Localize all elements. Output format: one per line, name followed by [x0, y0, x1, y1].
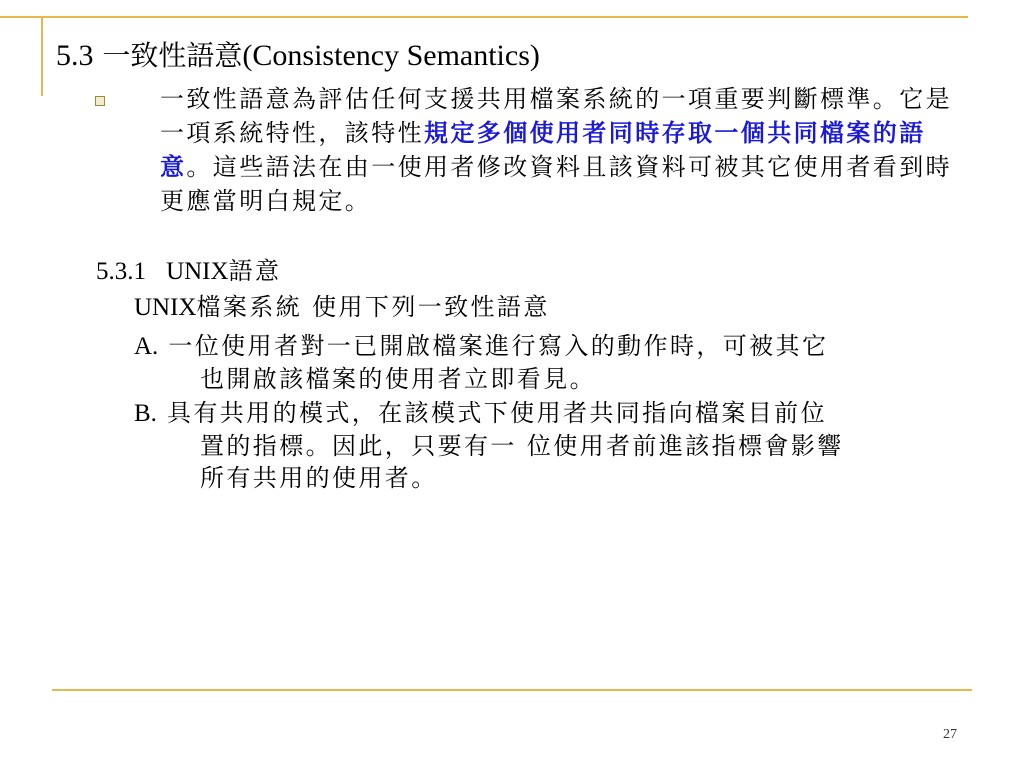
bullet-text-highlight: 規定多個使用者同時存取一個共同檔案的語意: [160, 118, 926, 181]
subsection-intro-latin: UNIX: [134, 294, 197, 321]
list-item-a-line1: 一位使用者對一已開啟檔案進行寫入的動作時，可被其它: [168, 332, 829, 360]
list-item-b-label: B.: [134, 400, 157, 427]
subsection-intro-chinese: 檔案系統 使用下列一致性語意: [196, 293, 550, 321]
top-border-rule: [0, 16, 968, 18]
bullet-text-before: 一致性語意為評估任何支援共用檔案系統的一項重要判斷標準。它是一項系統特性，該特性: [160, 85, 952, 147]
hollow-square-bullet-icon: [95, 96, 105, 106]
list-item-a-line2: 也開啟該檔案的使用者立即看見。: [200, 365, 596, 393]
list-item-b-line1: 具有共用的模式，在該模式下使用者共同指向檔案目前位: [166, 399, 827, 427]
list-item-a-label: A.: [134, 333, 159, 360]
subsection-heading-latin: UNIX: [166, 258, 229, 285]
left-border-rule: [41, 16, 43, 96]
slide-title: [56, 36, 540, 76]
list-item-a: [134, 330, 974, 395]
list-item-b-line2: 置的指標。因此，只要有一 位使用者前進該指標會影響: [200, 432, 844, 460]
subsection-heading: [96, 256, 281, 287]
subsection-heading-chinese: 語意: [228, 257, 282, 285]
bullet-text-after: 。這些語法在由一使用者修改資料且該資料可被其它使用者看到時更應當明白規定。: [160, 153, 953, 215]
title-chinese: 一致性語意: [102, 39, 243, 72]
list-item-b-line3: 所有共用的使用者。: [200, 464, 438, 492]
page-number: 27: [943, 727, 957, 742]
subsection-intro: [134, 292, 550, 323]
title-number: 5.3: [56, 39, 94, 72]
bullet-paragraph: [160, 82, 975, 218]
list-item-b: [134, 397, 974, 494]
title-english: (Consistency Semantics): [242, 39, 540, 72]
bottom-border-rule: [52, 689, 972, 691]
subsection-number: 5.3.1: [96, 258, 146, 285]
